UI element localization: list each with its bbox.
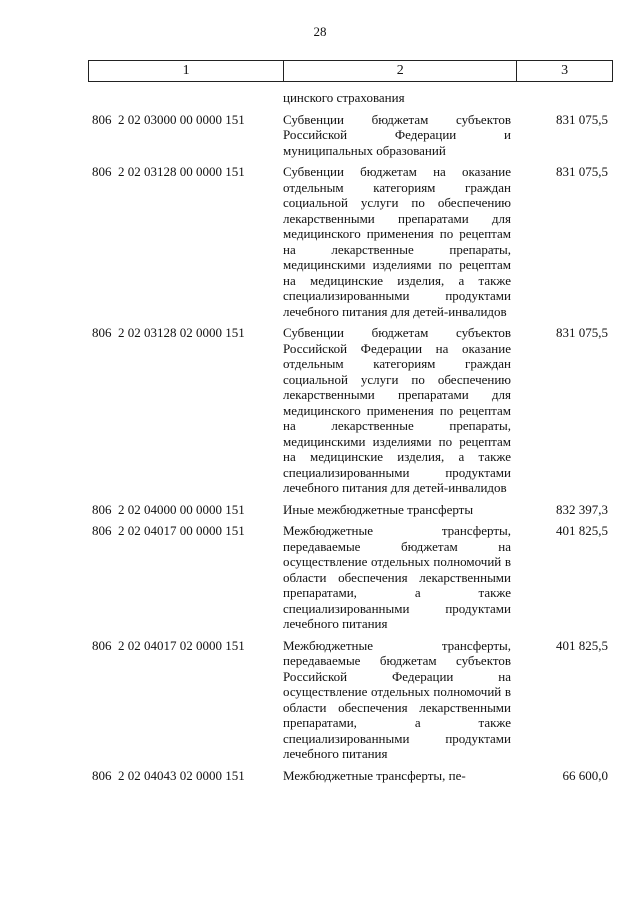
table-row (88, 768, 613, 784)
table-body (88, 90, 613, 789)
column-header-2: 2 (284, 61, 517, 82)
budget-code: 806 2 02 03128 02 0000 151 (92, 325, 245, 340)
budget-code: 806 2 02 04017 02 0000 151 (92, 637, 245, 653)
item-amount: 66 600,0 (562, 767, 608, 783)
column-header-1: 1 (89, 61, 284, 82)
budget-code: 806 2 02 03000 00 0000 151 (92, 111, 245, 127)
item-name: цинского страхования (283, 90, 405, 105)
table-row (88, 90, 613, 106)
budget-code: 806 2 02 03128 00 0000 151 (92, 164, 245, 179)
table-row (88, 523, 613, 632)
column-header-3: 3 (517, 61, 613, 82)
item-name: Иные межбюджетные трансферты (283, 501, 474, 517)
item-amount: 831 075,5 (556, 164, 608, 179)
table-row (88, 638, 613, 762)
item-name: Межбюджетные трансферты, передаваемые бюджетам субъектов Российской Федерации на осуществление отдельных полномочий в области обеспечения лекарственными препаратами, а также специализированными продуктами лечебного питания (283, 637, 511, 761)
table-header (88, 60, 613, 82)
table-row (88, 502, 613, 518)
item-amount: 401 825,5 (556, 523, 608, 538)
item-amount (511, 90, 608, 106)
item-amount: 831 075,5 (556, 111, 608, 127)
item-amount: 831 075,5 (556, 325, 608, 340)
budget-code: 806 2 02 04043 02 0000 151 (92, 767, 245, 783)
table-row (88, 164, 613, 319)
budget-code: 806 2 02 04017 00 0000 151 (92, 523, 245, 538)
item-amount: 401 825,5 (556, 637, 608, 653)
item-name: Субвенции бюджетам субъектов Российской Федерации и муниципальных образований (283, 111, 511, 158)
item-name: Субвенции бюджетам на оказание отдельным категориям граждан социальной услуги по обеспечению лекарственными препаратами для медицинского применения по рецептам на лекарственные препараты, медицинскими изделиями по рецептам на медицинские изделия, а также специализированными продуктами лечебного питания для детей-инвалидов (283, 164, 511, 319)
item-name: Межбюджетные трансферты, передаваемые бюджетам на осуществление отдельных полномочий в области обеспечения лекарственными препаратами, а также специализированными продуктами лечебного питания (283, 523, 511, 631)
budget-code (88, 90, 283, 106)
budget-code: 806 2 02 04000 00 0000 151 (92, 501, 245, 517)
table-row (88, 325, 613, 496)
item-name: Межбюджетные трансферты, пе- (283, 767, 466, 783)
item-name: Субвенции бюджетам субъектов Российской Федерации на оказание отдельным категориям граждан социальной услуги по обеспечению лекарственными препаратами для медицинского применения по рецептам на лекарственные препараты, медицинскими изделиями по рецептам на медицинские изделия, а также специализированными продуктами лечебного питания для детей-инвалидов (283, 325, 511, 495)
item-amount: 832 397,3 (556, 501, 608, 517)
page-number: 28 (313, 24, 327, 39)
table-row (88, 112, 613, 159)
